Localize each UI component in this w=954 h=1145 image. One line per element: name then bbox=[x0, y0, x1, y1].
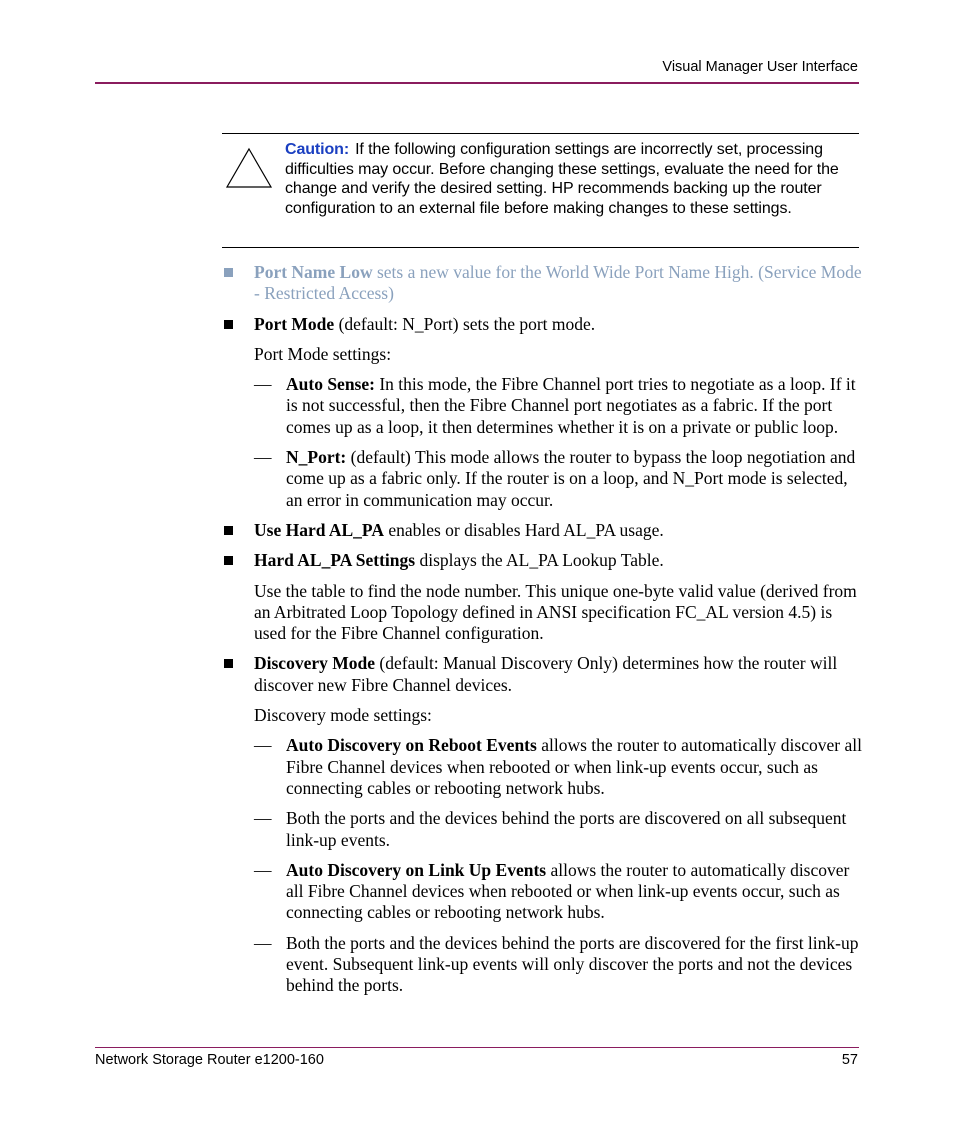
sub-item-reboot-detail bbox=[222, 808, 862, 851]
desc-port-name-low: sets a new value for the World Wide Port Name High. (Service Mode - Restricted Access) bbox=[254, 262, 862, 304]
dash-glyph: — bbox=[254, 735, 272, 756]
desc-use-hard-al-pa: enables or disables Hard AL_PA usage. bbox=[383, 519, 664, 540]
term-port-name-low: Port Name Low bbox=[254, 262, 373, 282]
main-content bbox=[222, 262, 862, 1006]
caution-body: If the following configuration settings are incorrectly set, processing difficulties may occur. Before changing these settings, evaluate the need for the change and verify the desired setting. HP recommends backing up the router configuration to an external file before making changes to these settings. bbox=[285, 141, 839, 217]
sub-item-n-port bbox=[222, 447, 862, 511]
term-n-port: N_Port: bbox=[286, 447, 347, 468]
list-item-discovery-mode bbox=[222, 653, 862, 696]
sub-item-auto-discovery-link-up bbox=[222, 860, 862, 924]
term-auto-discovery-link-up: Auto Discovery on Link Up Events bbox=[286, 859, 547, 880]
caution-box bbox=[222, 133, 859, 248]
bullet-square-icon bbox=[224, 268, 233, 277]
term-hard-al-pa-settings: Hard AL_PA Settings bbox=[254, 550, 416, 571]
desc-auto-discovery-reboot: allows the router to automatically discover all Fibre Channel devices when rebooted or when link-up events occur, such as connecting cables or rebooting network hubs. bbox=[286, 735, 862, 798]
dash-glyph: — bbox=[254, 374, 272, 395]
dash-glyph: — bbox=[254, 859, 272, 880]
footer-page-number: 57 bbox=[841, 1052, 858, 1068]
caution-triangle-icon bbox=[224, 146, 274, 190]
bullet-square-icon bbox=[224, 659, 233, 668]
term-auto-sense: Auto Sense: bbox=[286, 374, 375, 395]
desc-link-up-detail: Both the ports and the devices behind the ports are discovered for the first link-up event. Subsequent link-up events will only discover the ports and not the devices behind the ports. bbox=[286, 932, 859, 996]
dash-glyph: — bbox=[254, 932, 272, 953]
bullet-square-icon bbox=[224, 320, 233, 329]
desc-discovery-mode: (default: Manual Discovery Only) determines how the router will discover new Fibre Channel devices. bbox=[254, 653, 838, 695]
dash-glyph: — bbox=[254, 447, 272, 468]
caution-label: Caution: bbox=[285, 141, 350, 158]
dash-glyph: — bbox=[254, 808, 272, 829]
al-pa-table-note: Use the table to find the node number. This unique one-byte valid value (derived from an Arbitrated Loop Topology defined in ANSI specification FC_AL version 4.5) is used for the Fibre Channel configuration. bbox=[254, 580, 857, 644]
caution-text bbox=[285, 140, 855, 218]
list-item-hard-al-pa-settings bbox=[222, 550, 862, 571]
sub-item-link-up-detail bbox=[222, 933, 862, 997]
desc-reboot-detail: Both the ports and the devices behind the ports are discovered on all subsequent link-up events. bbox=[286, 808, 847, 850]
footer-product-name: Network Storage Router e1200-160 bbox=[95, 1052, 324, 1068]
header-rule bbox=[95, 82, 859, 84]
desc-auto-discovery-link-up: allows the router to automatically discover all Fibre Channel devices when rebooted or when link-up events occur, such as connecting cables or rebooting network hubs. bbox=[286, 859, 850, 923]
term-discovery-mode: Discovery Mode bbox=[254, 653, 376, 674]
sub-item-auto-sense bbox=[222, 374, 862, 438]
term-port-mode: Port Mode bbox=[254, 313, 335, 334]
list-item-port-mode bbox=[222, 314, 862, 335]
desc-n-port: (default) This mode allows the router to bypass the loop negotiation and come up as a fabric only. If the router is on a loop, and N_Port mode is selected, an error in communication may occur. bbox=[286, 447, 856, 510]
footer-rule bbox=[95, 1047, 859, 1048]
list-item-port-name-low bbox=[222, 262, 862, 305]
list-item-use-hard-al-pa bbox=[222, 520, 862, 541]
term-use-hard-al-pa: Use Hard AL_PA bbox=[254, 519, 384, 540]
desc-port-mode: (default: N_Port) sets the port mode. bbox=[334, 313, 596, 334]
sub-item-auto-discovery-reboot bbox=[222, 735, 862, 799]
discovery-mode-settings-label: Discovery mode settings: bbox=[254, 705, 432, 726]
term-auto-discovery-reboot: Auto Discovery on Reboot Events bbox=[286, 735, 537, 756]
bullet-square-icon bbox=[224, 556, 233, 565]
desc-auto-sense: In this mode, the Fibre Channel port tries to negotiate as a loop. If it is not successful, then the Fibre Channel port negotiates as a fabric. If the port comes up as a loop, it then determines whether it is on a private or public loop. bbox=[286, 374, 856, 437]
port-mode-settings-label: Port Mode settings: bbox=[254, 343, 392, 364]
bullet-square-icon bbox=[224, 526, 233, 535]
header-section-title: Visual Manager User Interface bbox=[662, 59, 858, 75]
desc-hard-al-pa-settings: displays the AL_PA Lookup Table. bbox=[415, 550, 664, 571]
